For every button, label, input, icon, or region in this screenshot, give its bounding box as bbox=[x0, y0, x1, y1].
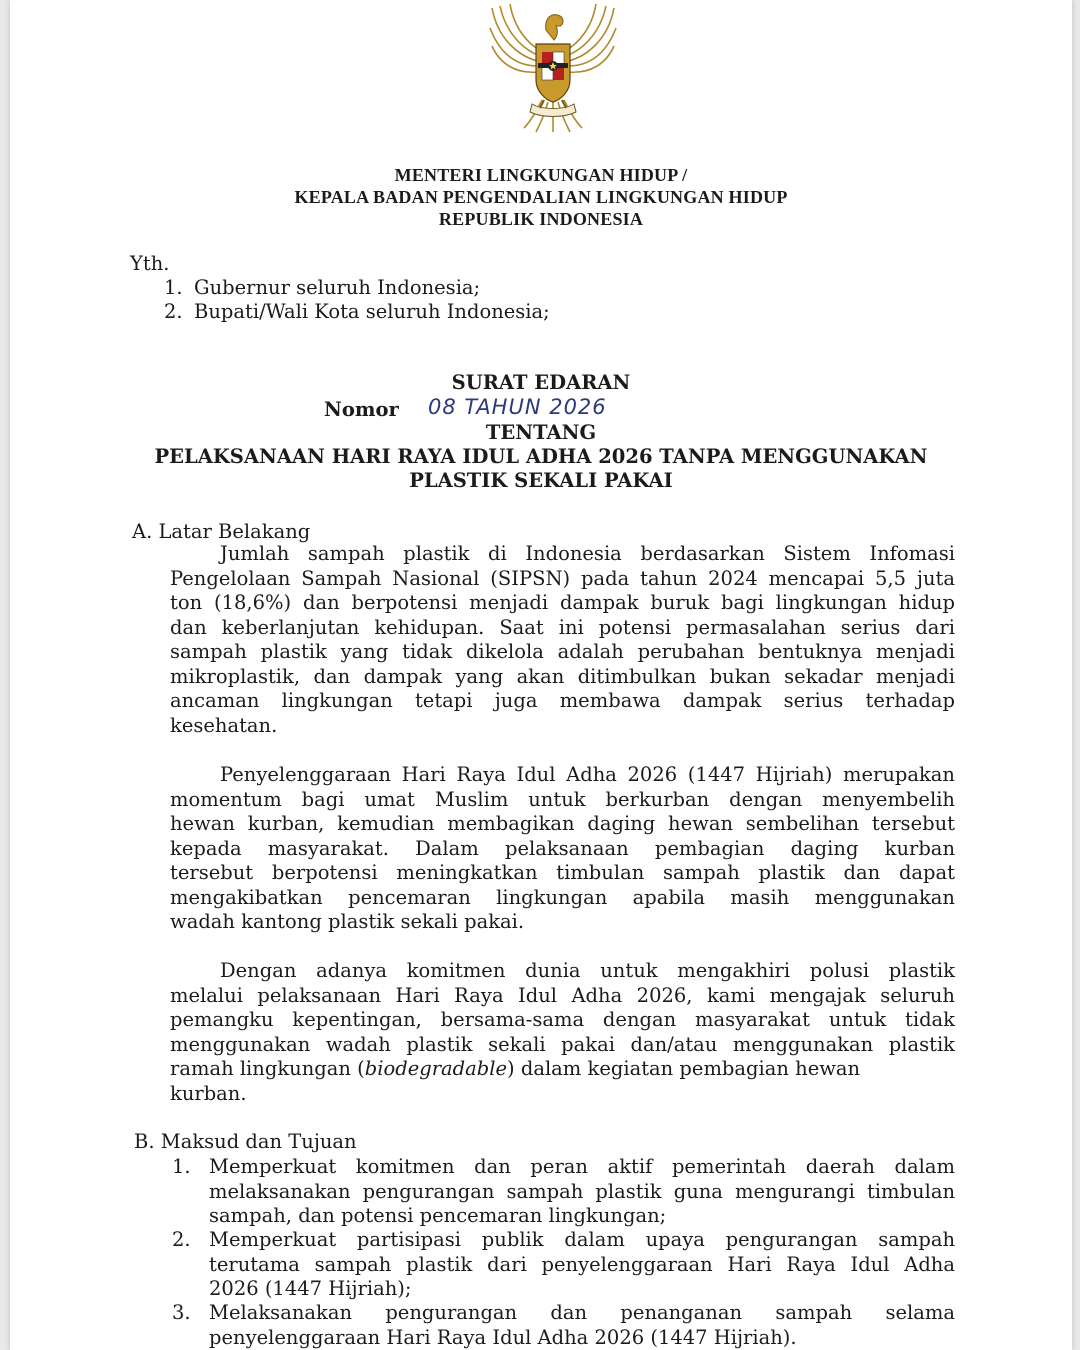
document-type: SURAT EDARAN bbox=[451, 371, 631, 394]
recipient-text: Bupati/Wali Kota seluruh Indonesia; bbox=[194, 300, 550, 323]
list-item-line: Memperkuat partisipasi publik dalam upaya pengurangan sampah bbox=[209, 1228, 955, 1251]
header-line-1: MENTERI LINGKUNGAN HIDUP / bbox=[394, 165, 688, 185]
garuda-emblem bbox=[480, 0, 626, 140]
nomor-handwritten: 08 TAHUN 2026 bbox=[428, 395, 607, 419]
section-b-heading: B. Maksud dan Tujuan bbox=[134, 1130, 357, 1153]
nomor-label: Nomor bbox=[324, 398, 399, 421]
paragraph-line: wadah kantong plastik sekali pakai. bbox=[170, 910, 525, 933]
paragraph-line: ancaman lingkungan tetapi juga membawa dampak serius terhadap bbox=[170, 689, 955, 712]
recipient-number: 1. bbox=[164, 276, 183, 299]
paragraph-line: mengakibatkan pencemaran lingkungan apabila masih menggunakan bbox=[170, 885, 955, 909]
subject-line-1: PELAKSANAAN HARI RAYA IDUL ADHA 2026 TANPA MENGGUNAKAN bbox=[154, 445, 928, 468]
paragraph-line: kurban. bbox=[170, 1081, 247, 1105]
paragraph-line: Pengelolaan Sampah Nasional (SIPSN) pada tahun 2024 mencapai 5,5 juta bbox=[170, 566, 955, 590]
list-item-line: terutama sampah plastik dari penyelenggaraan Hari Raya Idul Adha bbox=[209, 1252, 955, 1276]
paragraph-line: hewan kurban, kemudian membagikan daging hewan sembelihan tersebut bbox=[170, 812, 955, 835]
paragraph-line: momentum bagi umat Muslim untuk berkurban dengan menyembelih bbox=[170, 787, 955, 811]
paragraph-line: Jumlah sampah plastik di Indonesia berdasarkan Sistem Infomasi bbox=[220, 542, 955, 565]
italic-term: biodegradable bbox=[364, 1057, 508, 1080]
list-number: 3. bbox=[172, 1301, 191, 1324]
text-segment: ramah lingkungan (biodegradable) dalam kegiatan pembagian hewan bbox=[170, 1057, 861, 1080]
paragraph-line: mikroplastik, dan dampak yang akan ditimbulkan bukan sekadar menjadi bbox=[170, 664, 955, 688]
list-item-line: penyelenggaraan Hari Raya Idul Adha 2026 (1447 Hijriah). bbox=[209, 1325, 797, 1349]
list-item-line: sampah, dan potensi pencemaran lingkungan; bbox=[209, 1204, 667, 1227]
paragraph-line: kesehatan. bbox=[170, 713, 278, 737]
list-item-line: Memperkuat komitmen dan peran aktif pemerintah daerah dalam bbox=[209, 1155, 955, 1178]
paragraph-line: pemangku kepentingan, bersama-sama dengan masyarakat untuk tidak bbox=[170, 1008, 955, 1031]
list-item-line: Melaksanakan pengurangan dan penanganan sampah selama bbox=[209, 1301, 955, 1324]
list-item-line: melaksanakan pengurangan sampah plastik guna mengurangi timbulan bbox=[209, 1179, 955, 1203]
section-a-heading: A. Latar Belakang bbox=[132, 520, 311, 543]
paragraph-line: ton (18,6%) dan berpotensi menjadi dampak buruk bagi lingkungan hidup bbox=[170, 591, 955, 614]
header-line-3: REPUBLIK INDONESIA bbox=[438, 209, 644, 229]
paragraph-line: melalui pelaksanaan Hari Raya Idul Adha 2026, kami mengajak seluruh bbox=[170, 983, 955, 1007]
paragraph-line: sampah plastik yang tidak dikelola adalah perubahan bentuknya menjadi bbox=[170, 640, 955, 663]
tentang-label: TENTANG bbox=[485, 421, 597, 444]
paragraph-line: Dengan adanya komitmen dunia untuk mengakhiri polusi plastik bbox=[220, 959, 955, 982]
paragraph-line-mixed bbox=[170, 1057, 955, 1082]
list-item-line: 2026 (1447 Hijriah); bbox=[209, 1277, 412, 1300]
paragraph-line: tersebut berpotensi meningkatkan timbulan sampah plastik dan dapat bbox=[170, 861, 955, 884]
subject-line-2: PLASTIK SEKALI PAKAI bbox=[409, 469, 673, 492]
salutation: Yth. bbox=[130, 252, 170, 275]
paragraph-line: dan keberlanjutan kehidupan. Saat ini potensi permasalahan serius dari bbox=[170, 615, 955, 639]
document-page bbox=[10, 0, 1072, 1350]
list-number: 1. bbox=[172, 1155, 191, 1178]
paragraph-line: menggunakan wadah plastik sekali pakai dan/atau menggunakan plastik bbox=[170, 1032, 955, 1056]
header-line-2: KEPALA BADAN PENGENDALIAN LINGKUNGAN HIDUP bbox=[294, 187, 788, 207]
recipient-text: Gubernur seluruh Indonesia; bbox=[194, 276, 481, 299]
paragraph-line: kepada masyarakat. Dalam pelaksanaan pembagian daging kurban bbox=[170, 836, 955, 860]
recipient-number: 2. bbox=[164, 300, 183, 323]
list-number: 2. bbox=[172, 1228, 191, 1251]
paragraph-line: Penyelenggaraan Hari Raya Idul Adha 2026 (1447 Hijriah) merupakan bbox=[220, 763, 955, 786]
